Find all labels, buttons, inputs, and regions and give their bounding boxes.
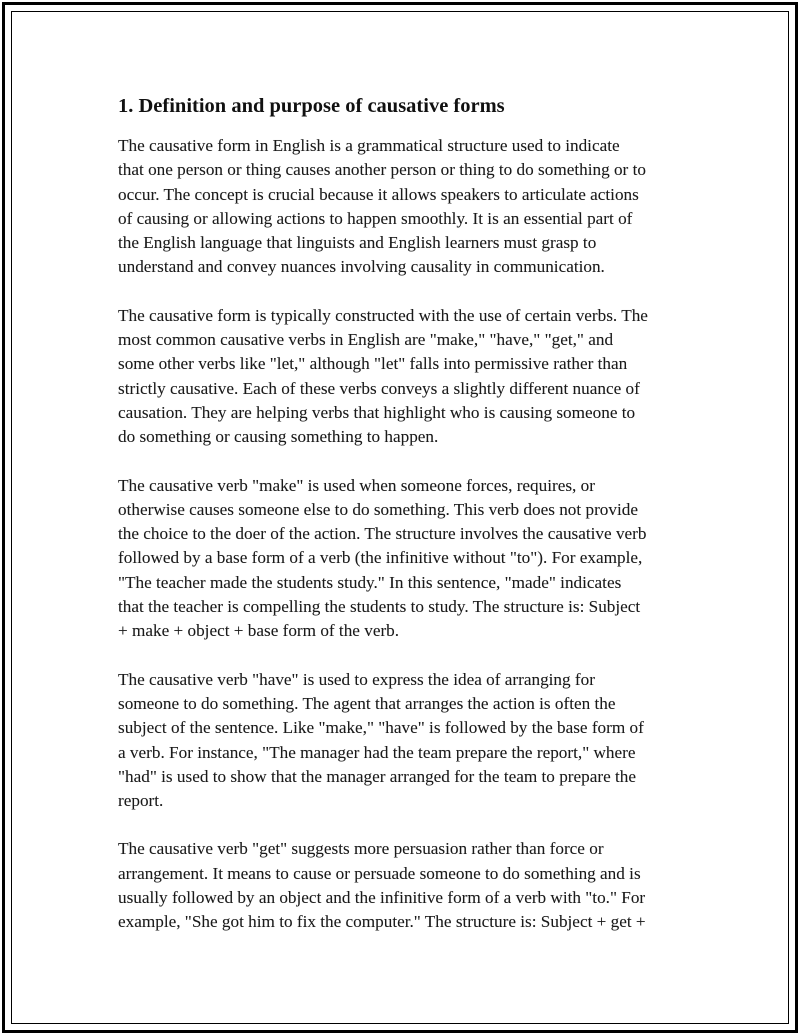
paragraph-definition: The causative form in English is a grammatical structure used to indicate that one person or thing causes another person or thing to do something or to occur. The concept is crucial because it allows speakers to articulate actions of causing or allowing actions to happen smoothly. It is an essential part of the English language that linguists and English learners must grasp to understand and convey nuances involving causality in communication. bbox=[118, 136, 646, 277]
paragraph-have: The causative verb "have" is used to express the idea of arranging for someone to do something. The agent that arranges the action is often the subject of the sentence. Like "make," "have" is followed by the base form of a verb. For instance, "The manager had the team prepare the report," where "had" is used to show that the manager arranged for the team to prepare the report. bbox=[118, 669, 644, 811]
paragraph-make: The causative verb "make" is used when someone forces, requires, or otherwise causes someone else to do something. This verb does not provide the choice to the doer of the action. The structure involves the causative verb followed by a base form of a verb (the infinitive without "to"). For example, "The teacher made the students study." In this sentence, "made" indicates that the teacher is compelling the students to study. The structure is: Subject + make + object + base form of the verb. bbox=[118, 475, 647, 641]
document-body bbox=[118, 92, 693, 959]
section-heading: 1. Definition and purpose of causative forms bbox=[118, 95, 505, 117]
paragraph-get: The causative verb "get" suggests more persuasion rather than force or arrangement. It means to cause or persuade someone to do something and is usually followed by an object and the infinitive form of a verb with "to." For example, "She got him to fix the computer." The structure is: Subject + get + bbox=[118, 839, 646, 932]
paragraph-causative-verbs: The causative form is typically constructed with the use of certain verbs. The most common causative verbs in English are "make," "have," "get," and some other verbs like "let," although "let" falls into permissive rather than strictly causative. Each of these verbs conveys a slightly different nuance of causation. They are helping verbs that highlight who is causing someone to do something or causing something to happen. bbox=[118, 305, 648, 447]
